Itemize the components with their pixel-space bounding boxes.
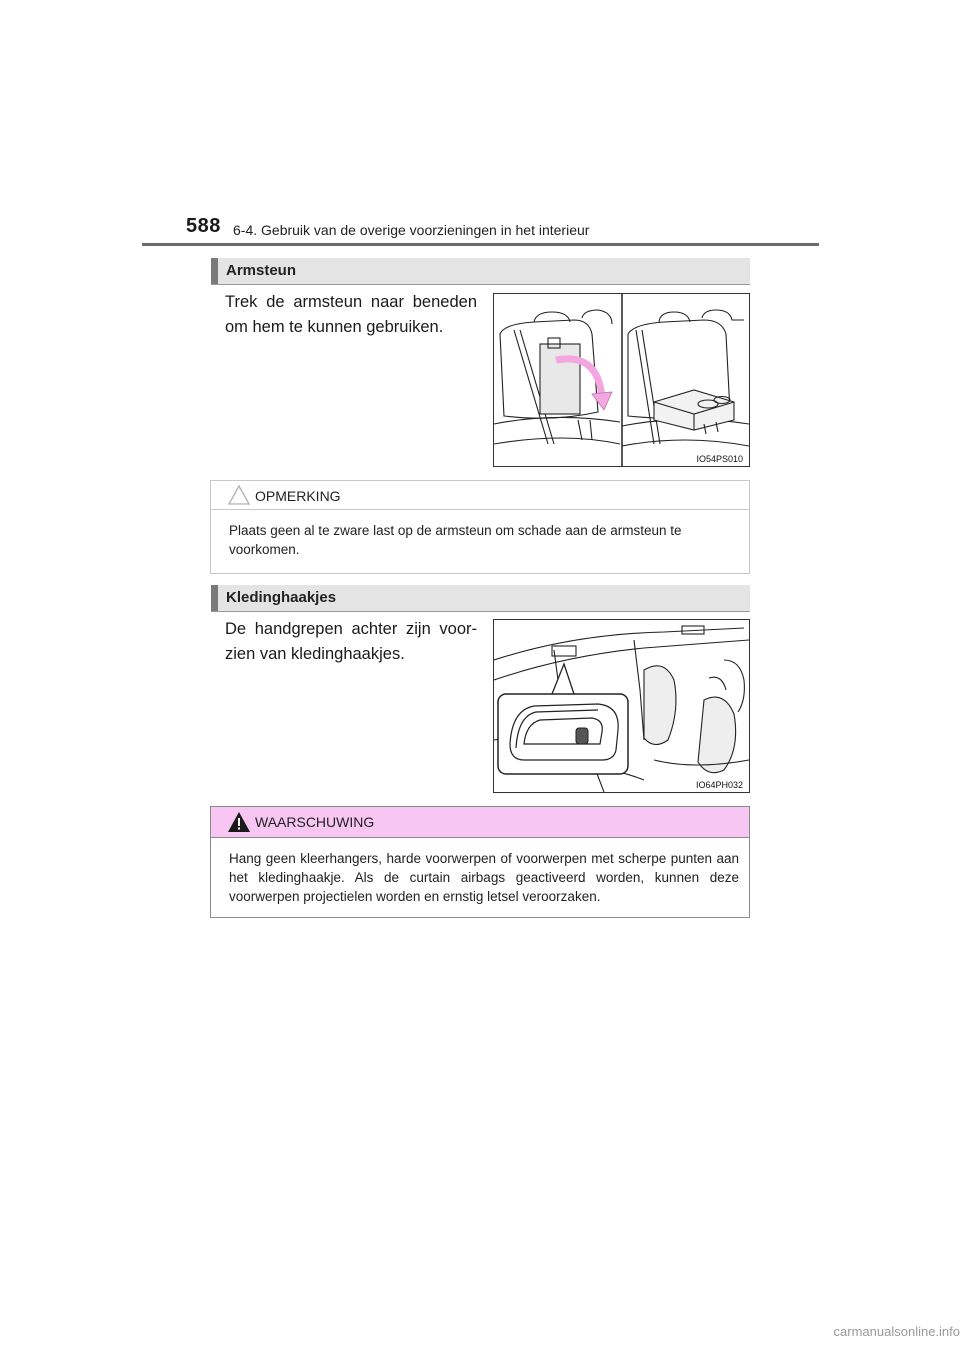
warning-header xyxy=(211,807,749,838)
warning-title: WAARSCHUWING xyxy=(255,814,375,830)
caution-triangle-icon xyxy=(227,484,251,506)
section-heading-armsteun xyxy=(211,258,750,284)
figure-code: IO54PS010 xyxy=(696,454,743,464)
warning-triangle-icon xyxy=(227,811,251,833)
header-rule xyxy=(142,243,819,246)
notice-box xyxy=(210,480,750,574)
section-heading-kledinghaakjes xyxy=(211,585,750,611)
section-underline xyxy=(211,284,750,285)
kledinghaakjes-instruction: De handgrepen achter zijn voor-zien van kledinghaakjes. xyxy=(225,620,477,663)
notice-header xyxy=(211,481,749,510)
armsteun-instruction: Trek de armsteun naar beneden om hem te kunnen gebruiken. xyxy=(225,293,477,336)
clothes-hook-illustration xyxy=(493,619,750,793)
watermark: carmanualsonline.info xyxy=(833,1324,960,1339)
section-underline xyxy=(211,611,750,612)
armrest-illustration xyxy=(493,293,750,467)
figure-code: IO64PH032 xyxy=(695,780,743,790)
warning-box xyxy=(210,806,750,918)
warning-text: Hang geen kleerhangers, harde voorwerpen of voorwerpen met scherpe punten aan het kledinghaakje. Als de curtain airbags geactiveerd worden, kunnen deze voorwerpen projectielen worden en ernstig letsel veroorzaken. xyxy=(229,851,739,904)
chapter-title: 6-4. Gebruik van de overige voorzieningen in het interieur xyxy=(233,222,590,238)
notice-title: OPMERKING xyxy=(255,488,341,504)
page-number: 588 xyxy=(186,215,221,237)
notice-text: Plaats geen al te zware last op de armsteun om schade aan de armsteun te voorkomen. xyxy=(229,523,682,557)
section-title: Armsteun xyxy=(226,262,297,279)
section-title: Kledinghaakjes xyxy=(226,589,337,606)
